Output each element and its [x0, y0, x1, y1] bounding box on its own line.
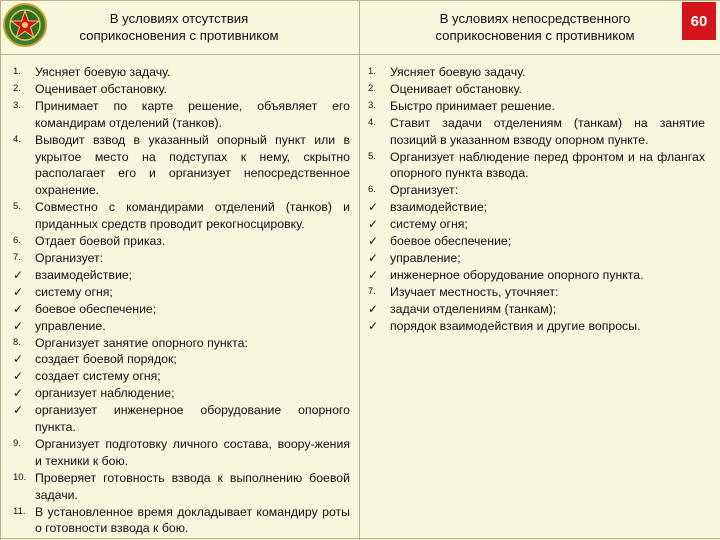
item-text: Принимает по карте решение, объявляет его командирам отделений (танков). [35, 98, 350, 130]
list-item [368, 250, 705, 267]
header-divider [0, 54, 720, 55]
list-item [368, 216, 705, 233]
item-text: взаимодействие; [35, 267, 133, 282]
list-item [13, 250, 350, 267]
checkmark-icon: ✓ [368, 250, 379, 265]
item-text: Организует наблюдение перед фронтом и на флангах опорного пункта взвода. [390, 149, 705, 181]
checkmark-icon: ✓ [13, 284, 24, 299]
item-text: систему огня; [35, 284, 113, 299]
left-column-header: В условиях отсутствия соприкосновения с противником [79, 11, 279, 43]
checkmark-icon: ✓ [13, 369, 24, 384]
right-column [368, 64, 705, 335]
list-item [13, 470, 350, 504]
checkmark-icon: ✓ [368, 217, 379, 232]
item-text: Изучает местность, уточняет: [390, 284, 559, 299]
list-item [368, 267, 705, 284]
list-item [368, 149, 705, 183]
list-item [13, 267, 350, 284]
left-column [13, 64, 350, 537]
item-text: Оценивает обстановку. [390, 81, 522, 96]
item-number: 6. [368, 184, 376, 196]
list-item [368, 115, 705, 149]
list-item [368, 81, 705, 98]
item-text: Уясняет боевую задачу. [35, 65, 171, 79]
item-text: Быстро принимает решение. [390, 98, 555, 113]
item-text: инженерное оборудование опорного пункта. [390, 267, 644, 282]
item-text: боевое обеспечение; [390, 234, 512, 249]
list-item [13, 318, 350, 335]
item-number: 7. [368, 285, 376, 297]
checkmark-icon: ✓ [368, 267, 379, 282]
item-number: 10. [13, 471, 27, 483]
item-text: Совместно с командирами отделений (танков) и приданных средств проводит рекогносцировку. [35, 200, 350, 232]
item-number: 9. [13, 437, 21, 449]
table-left-border [0, 0, 1, 540]
item-text: Организует занятие опорного пункта: [35, 335, 248, 350]
item-text: Организует: [390, 183, 459, 198]
list-item [13, 504, 350, 538]
list-item [368, 233, 705, 250]
item-number: 4. [368, 116, 376, 128]
item-number: 6. [13, 235, 21, 247]
list-item [368, 98, 705, 115]
item-text: систему огня; [390, 217, 468, 232]
item-text: взаимодействие; [390, 200, 488, 215]
table-top-border [0, 0, 720, 1]
item-number: 2. [368, 82, 376, 94]
item-number: 11. [13, 505, 26, 517]
item-text: Уясняет боевую задачу. [390, 65, 526, 79]
item-text: Проверяет готовность взвода к выполнению боевой задачи. [35, 470, 350, 502]
item-text: Организует: [35, 250, 104, 265]
item-text: управление; [390, 250, 461, 265]
checkmark-icon: ✓ [13, 403, 24, 418]
item-number: 2. [13, 82, 21, 94]
item-number: 3. [13, 99, 21, 111]
list-item [13, 351, 350, 368]
left-steps-list [13, 64, 350, 537]
item-text: создает боевой порядок; [35, 352, 177, 367]
list-item [13, 98, 350, 132]
list-item [368, 199, 705, 216]
item-text: Ставит задачи отделениям (танкам) на занятие позиций в указанном взводу опорном пункте. [390, 115, 705, 147]
checkmark-icon: ✓ [13, 301, 24, 316]
list-item [13, 436, 350, 470]
list-item [13, 385, 350, 402]
item-number: 1. [368, 66, 376, 77]
list-item [13, 64, 350, 81]
item-text: В установленное время докладывает командиру роты о готовности взвода к бою. [35, 504, 350, 536]
page-number-badge: 60 [682, 2, 716, 40]
item-text: боевое обеспечение; [35, 301, 157, 316]
checkmark-icon: ✓ [13, 267, 24, 282]
list-item [368, 284, 705, 301]
item-number: 7. [13, 251, 21, 263]
list-item [13, 81, 350, 98]
checkmark-icon: ✓ [368, 234, 379, 249]
checkmark-icon: ✓ [368, 318, 379, 333]
item-number: 4. [13, 133, 21, 145]
item-number: 5. [13, 201, 21, 213]
checkmark-icon: ✓ [13, 318, 24, 333]
item-text: Выводит взвод в указанный опорный пункт или в укрытое место на подступах к нему, скрытно располагает его и организует непосредственное охранение. [35, 132, 350, 198]
item-number: 1. [13, 66, 21, 77]
table-bottom-border [0, 538, 720, 539]
item-text: организует инженерное оборудование опорного пункта. [35, 403, 350, 435]
list-item [13, 233, 350, 250]
list-item [13, 199, 350, 233]
item-text: Отдает боевой приказ. [35, 234, 166, 249]
column-divider [359, 0, 360, 540]
item-number: 3. [368, 99, 376, 111]
item-text: порядок взаимодействия и другие вопросы. [390, 318, 641, 333]
item-text: управление. [35, 318, 106, 333]
item-text: организует наблюдение; [35, 386, 175, 401]
list-item [368, 64, 705, 81]
list-item [13, 335, 350, 352]
checkmark-icon: ✓ [368, 301, 379, 316]
army-star-emblem-icon [2, 2, 48, 48]
list-item [368, 301, 705, 318]
list-item [13, 402, 350, 436]
item-text: задачи отделениям (танкам); [390, 301, 557, 316]
right-steps-list [368, 64, 705, 335]
item-number: 8. [13, 336, 21, 348]
item-text: Организует подготовку личного состава, воору-жения и техники к бою. [35, 436, 350, 468]
item-text: создает систему огня; [35, 369, 161, 384]
checkmark-icon: ✓ [368, 200, 379, 215]
checkmark-icon: ✓ [13, 352, 24, 367]
list-item [13, 368, 350, 385]
item-text: Оценивает обстановку. [35, 81, 167, 96]
item-number: 5. [368, 150, 376, 162]
list-item [13, 132, 350, 200]
right-column-header: В условиях непосредственного соприкосновения с противником [435, 11, 635, 43]
list-item [368, 318, 705, 335]
list-item [368, 182, 705, 199]
list-item [13, 284, 350, 301]
checkmark-icon: ✓ [13, 386, 24, 401]
list-item [13, 301, 350, 318]
